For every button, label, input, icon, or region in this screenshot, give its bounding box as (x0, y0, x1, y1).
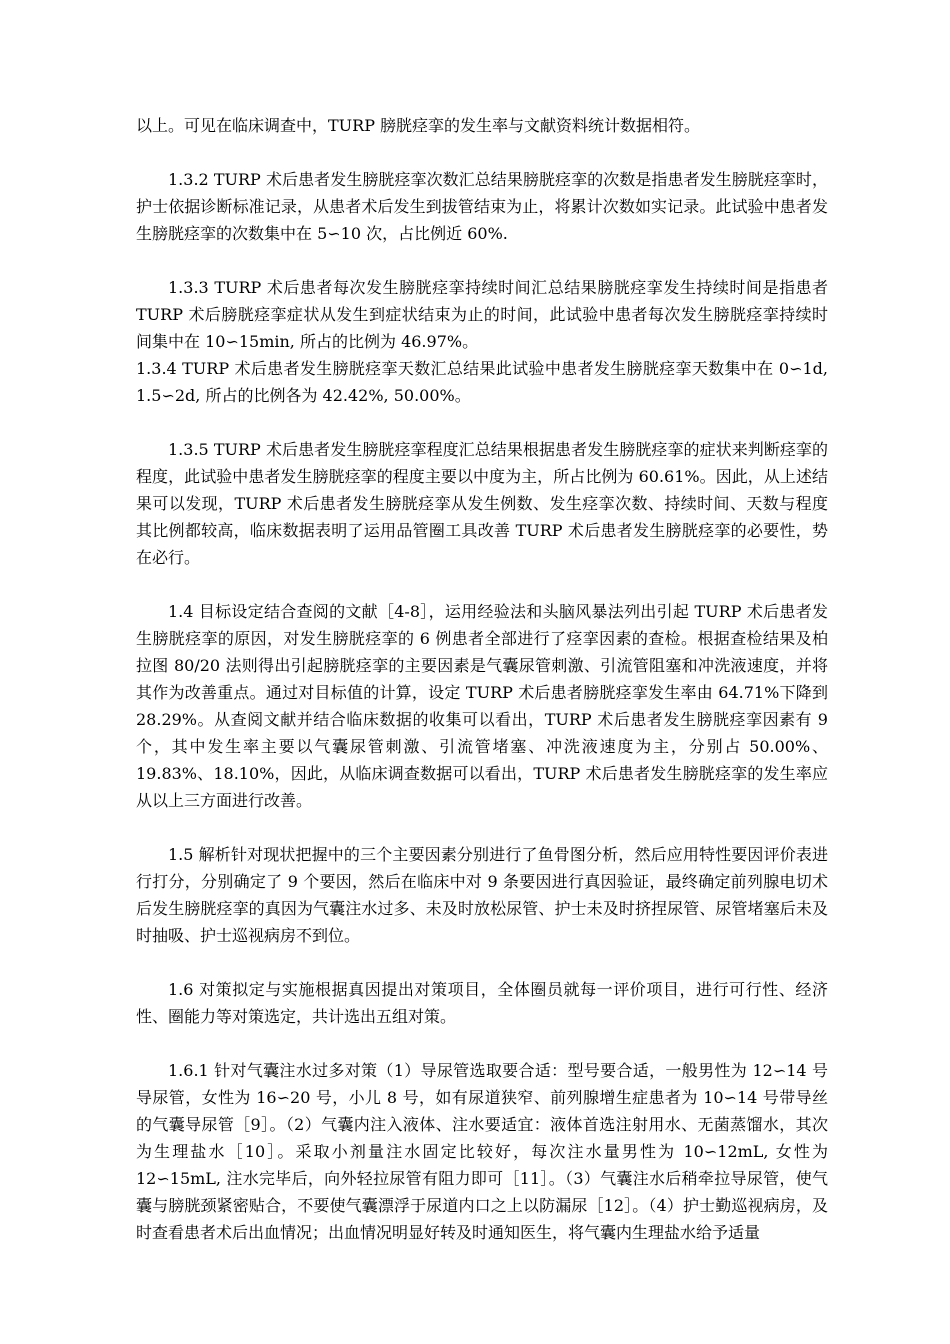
paragraph-1-6: 1.6 对策拟定与实施根据真因提出对策项目，全体圈员就每一评价项目，进行可行性、经济性、圈能力等对策选定，共计选出五组对策。 (136, 980, 828, 1026)
paragraph-1-3-3: 1.3.3 TURP 术后患者每次发生膀胱痉挛持续时间汇总结果膀胱痉挛发生持续时间是指患者 TURP 术后膀胱痉挛症状从发生到症状结束为止的时间，此试验中患者每次发生膀胱痉挛持续时间集中在 10∽15min, 所占的比例为 46.97%。 (136, 278, 828, 351)
document-page (136, 112, 828, 1273)
paragraph-1-4: 1.4 目标设定结合查阅的文献［4-8］，运用经验法和头脑风暴法列出引起 TURP 术后患者发生膀胱痉挛的原因，对发生膀胱痉挛的 6 例患者全部进行了痉挛因素的查检。根据查检结果及柏拉图 80/20 法则得出引起膀胱痉挛的主要因素是气囊尿管刺激、引流管阻塞和冲洗液速度，并将其作为改善重点。通过对目标值的计算，设定 TURP 术后患者膀胱痉挛发生率由 64.71%下降到 28.29%。从查阅文献并结合临床数据的收集可以看出，TURP 术后患者发生膀胱痉挛因素有 9 个，其中发生率主要以气囊尿管刺激、引流管堵塞、冲洗液速度为主，分别占 50.00%、19.83%、18.10%，因此，从临床调查数据可以看出，TURP 术后患者发生膀胱痉挛的发生率应从以上三方面进行改善。 (136, 602, 828, 810)
paragraph-1-6-1: 1.6.1 针对气囊注水过多对策（1）导尿管选取要合适：型号要合适，一般男性为 12∽14 号导尿管，女性为 16∽20 号，小儿 8 号，如有尿道狭窄、前列腺增生症患者为 10∽14 号带导丝的气囊导尿管［9］。（2）气囊内注入液体、注水要适宜：液体首选注射用水、无菌蒸馏水，其次为生理盐水［10］。采取小剂量注水固定比较好，每次注水量男性为 10∽12mL, 女性为 12∽15mL, 注水完毕后，向外轻拉尿管有阻力即可［11］。（3）气囊注水后稍牵拉导尿管，使气囊与膀胱颈紧密贴合，不要使气囊漂浮于尿道内口之上以防漏尿［12］。（4）护士勤巡视病房，及时查看患者术后出血情况；出血情况明显好转及时通知医生，将气囊内生理盐水给予适量 (136, 1061, 828, 1242)
paragraph-1-3-5: 1.3.5 TURP 术后患者发生膀胱痉挛程度汇总结果根据患者发生膀胱痉挛的症状来判断痉挛的程度，此试验中患者发生膀胱痉挛的程度主要以中度为主，所占比例为 60.61%。因此，从上述结果可以发现，TURP 术后患者发生膀胱痉挛从发生例数、发生痉挛次数、持续时间、天数与程度其比例都较高，临床数据表明了运用品管圈工具改善 TURP 术后患者发生膀胱痉挛的必要性，势在必行。 (136, 440, 828, 567)
paragraph-1-3-2: 1.3.2 TURP 术后患者发生膀胱痉挛次数汇总结果膀胱痉挛的次数是指患者发生膀胱痉挛时，护士依据诊断标准记录，从患者术后发生到拔管结束为止，将累计次数如实记录。此试验中患者发生膀胱痉挛的次数集中在 5∽10 次，占比例近 60%. (136, 170, 828, 243)
paragraph-1-5: 1.5 解析针对现状把握中的三个主要因素分别进行了鱼骨图分析，然后应用特性要因评价表进行打分，分别确定了 9 个要因，然后在临床中对 9 条要因进行真因验证，最终确定前列腺电切术后发生膀胱痉挛的真因为气囊注水过多、未及时放松尿管、护士未及时挤捏尿管、尿管堵塞后未及时抽吸、护士巡视病房不到位。 (136, 845, 828, 945)
paragraph-1-3-4: 1.3.4 TURP 术后患者发生膀胱痉挛天数汇总结果此试验中患者发生膀胱痉挛天数集中在 0∽1d, 1.5∽2d, 所占的比例各为 42.42%, 50.00%。 (136, 359, 828, 405)
paragraph-continuation: 以上。可见在临床调查中，TURP 膀胱痉挛的发生率与文献资料统计数据相符。 (136, 116, 701, 135)
